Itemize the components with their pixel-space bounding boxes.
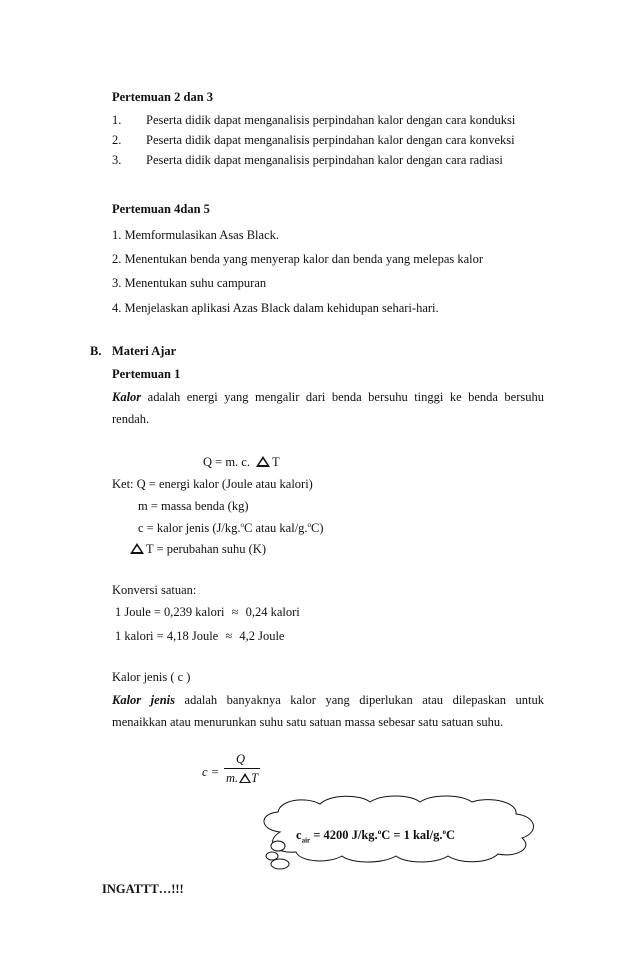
list-item: 2. Menentukan benda yang menyerap kalor dan benda yang melepas kalor [112,252,484,266]
equation-denominator: m. T [226,771,259,785]
kalor-definition-line2: rendah. [112,412,150,426]
list-item: 2. [112,133,122,147]
ket-c: c = kalor jenis (J/kg.$^o$C atau kal/g.$^o$C) [138,521,324,536]
equation-lhs: c = [202,765,220,779]
heading-pertemuan-2-3: Pertemuan 2 dan 3 [112,90,214,104]
subheading-pertemuan-1: Pertemuan 1 [112,367,181,381]
konversi-kalori: 1 kalori = 4,18 Joule ≈ 4,2 Joule [115,629,285,643]
kalor-jenis-title: Kalor jenis ( c ) [112,670,191,684]
list-item: 3. Menentukan suhu campuran [112,276,267,290]
list-item: 4. Menjelaskan aplikasi Azas Black dalam kehidupan sehari-hari. [112,301,439,315]
section-title: Materi Ajar [112,344,177,358]
ket-delta-t: T = perubahan suhu (K) [124,542,266,557]
delta-icon [130,543,144,554]
ket-m: m = massa benda (kg) [138,499,249,513]
approx-icon: ≈ [231,605,239,619]
cloud-text-c-air: $c_{air} = 4200$ J/kg.$^o$C = 1 kal/g.$^o$C [296,828,456,845]
list-item: 1. Memformulasikan Asas Black. [112,228,279,242]
equation-numerator: Q [236,752,246,766]
delta-icon [256,456,270,467]
section-letter: B. [90,344,102,358]
list-item-text: Peserta didik dapat menganalisis perpindahan kalor dengan cara konduksi [146,113,516,127]
fraction-line [224,768,260,769]
formula-q: Q = m. c. T [203,455,280,469]
delta-icon [239,773,251,783]
konversi-title: Konversi satuan: [112,583,197,597]
ket-q: Ket: Q = energi kalor (Joule atau kalori) [112,477,313,491]
list-item-text: Peserta didik dapat menganalisis perpindahan kalor dengan cara radiasi [146,153,503,167]
approx-icon: ≈ [225,629,233,643]
kalor-jenis-line2: menaikkan atau menurunkan suhu satu satuan massa sebesar satu satuan suhu. [112,715,504,729]
footer-ingat: INGATTT…!!! [102,882,184,896]
kalor-jenis-line1: Kalor jenis adalah banyaknya kalor yang diperlukan atau dilepaskan untuk [112,693,544,707]
kalor-definition-line1: Kalor adalah energi yang mengalir dari benda bersuhu tinggi ke benda bersuhu [112,390,545,404]
list-item: 3. [112,153,122,167]
list-item-text: Peserta didik dapat menganalisis perpindahan kalor dengan cara konveksi [146,133,515,147]
list-item: 1. [112,113,122,127]
heading-pertemuan-4-5: Pertemuan 4dan 5 [112,202,210,216]
konversi-joule: 1 Joule = 0,239 kalori ≈ 0,24 kalori [115,605,300,619]
